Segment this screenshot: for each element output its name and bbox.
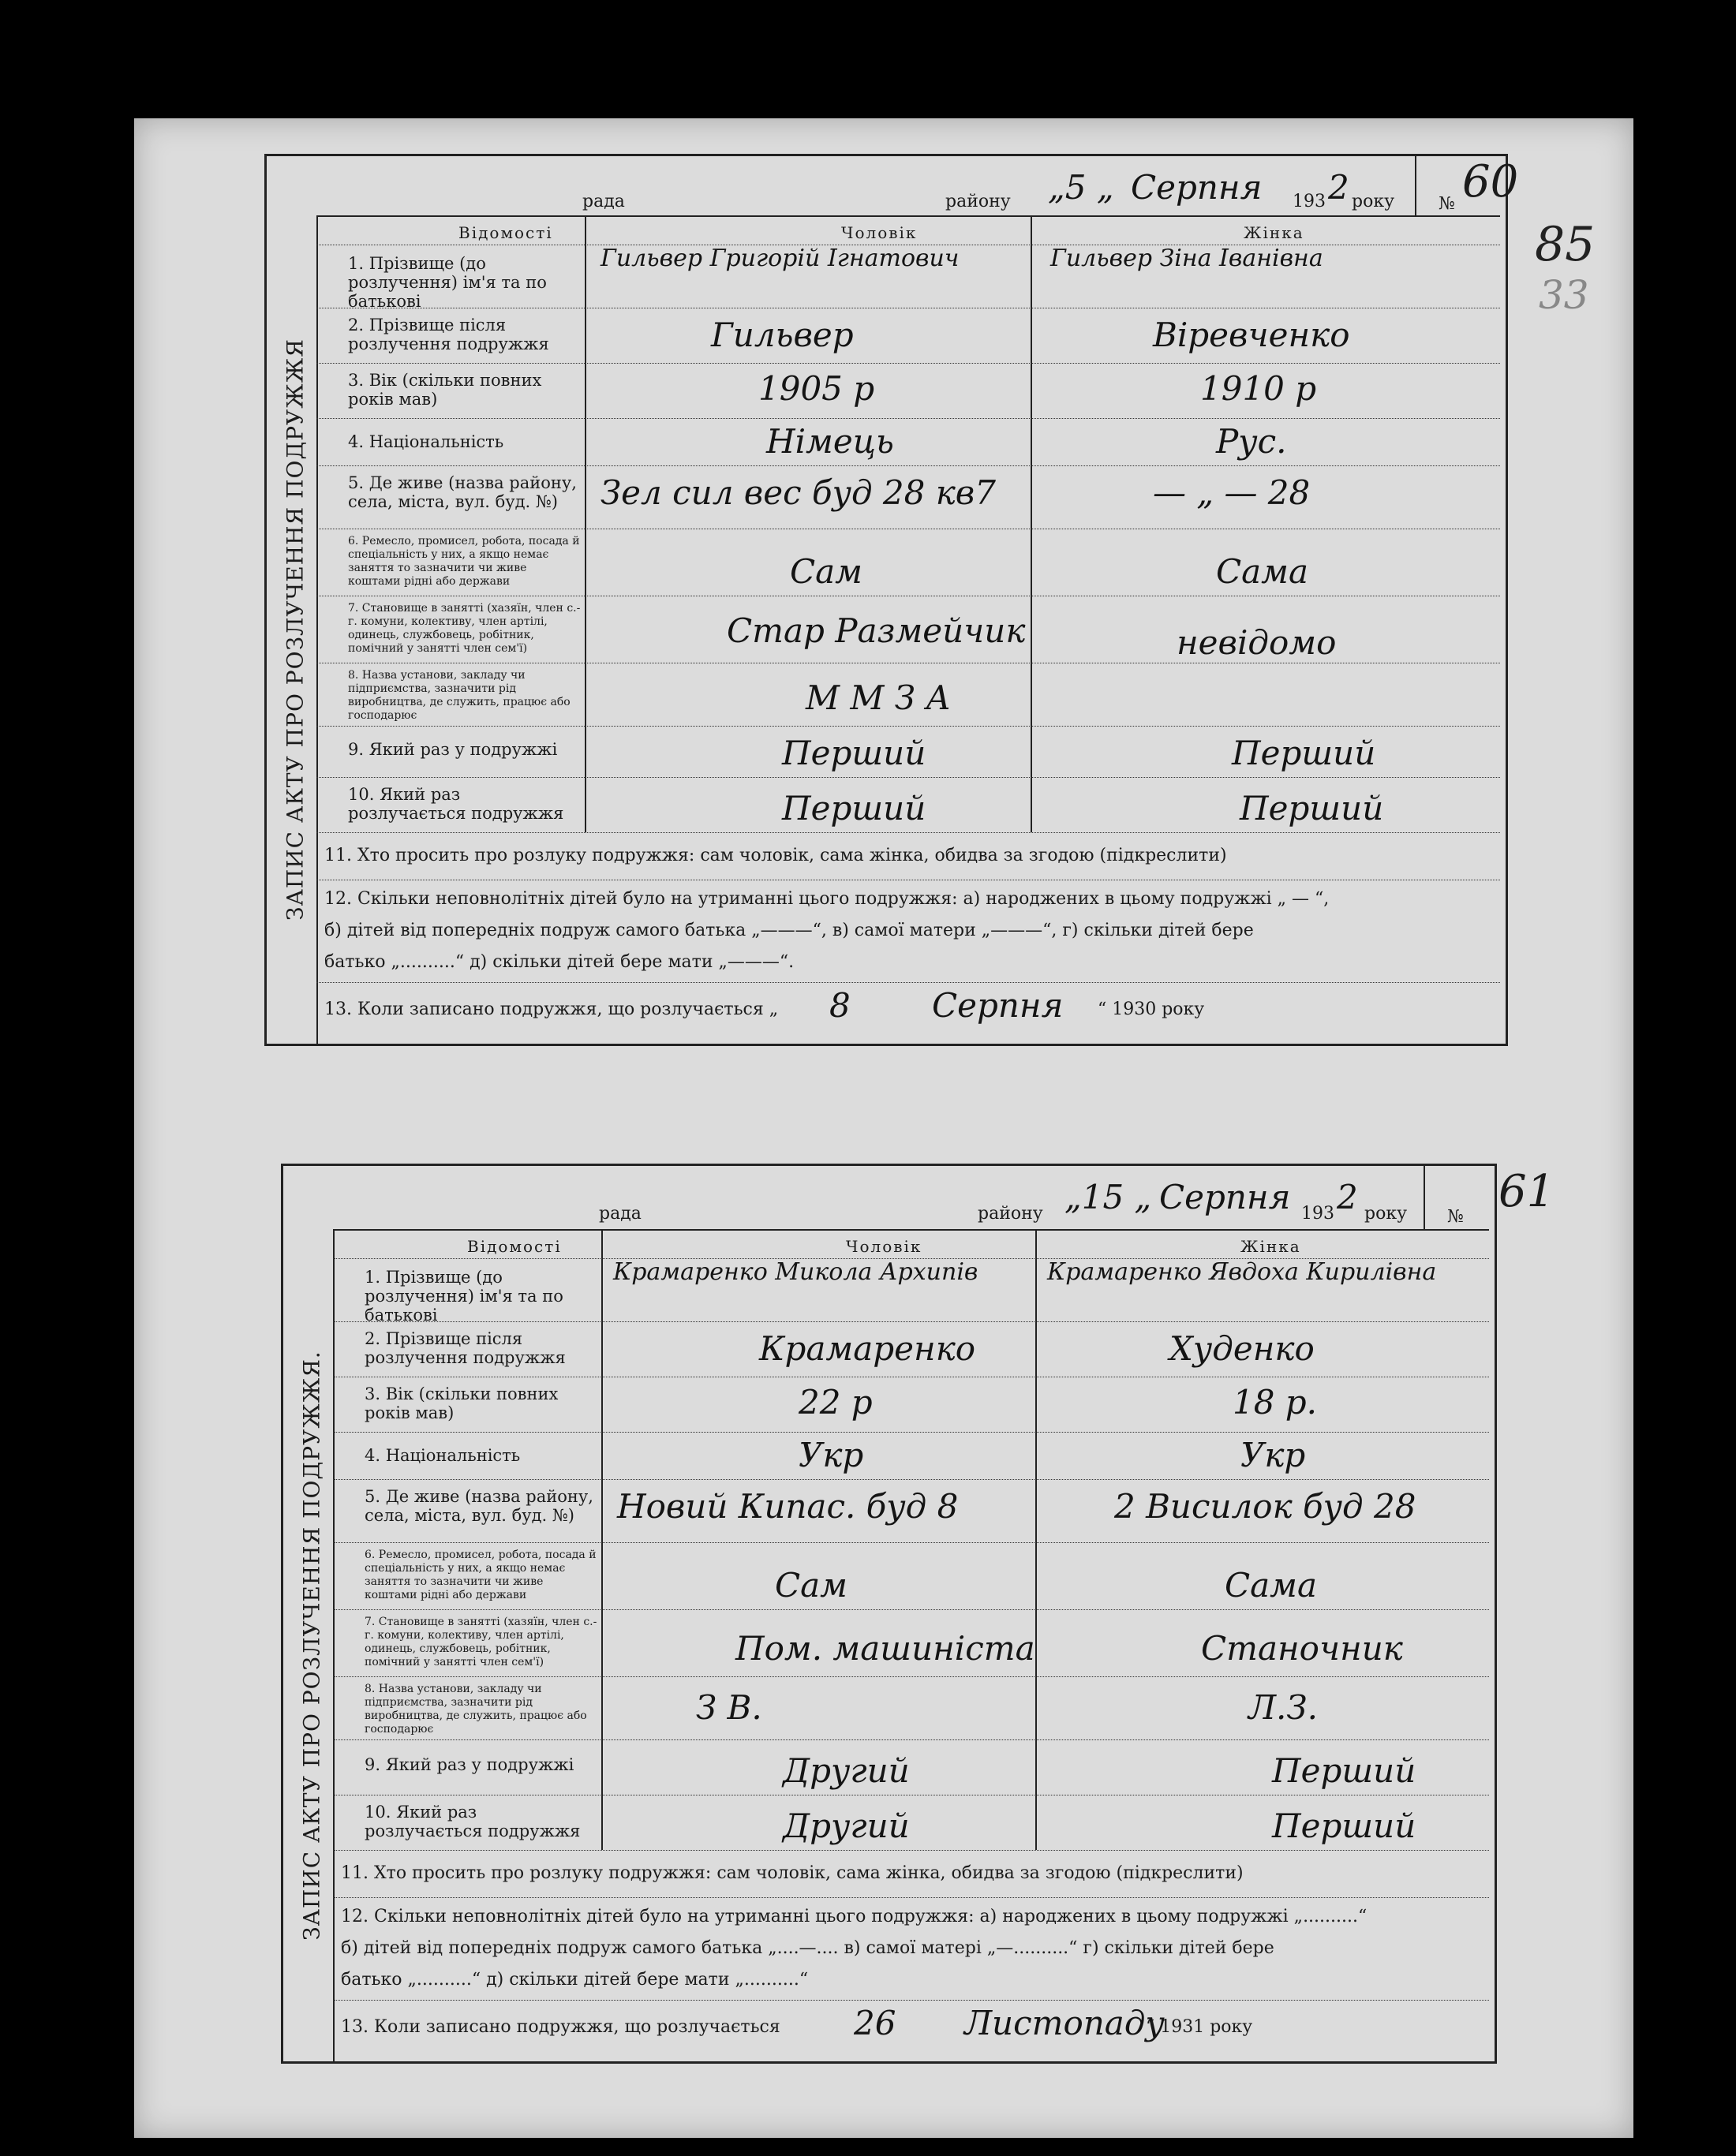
husband-value: З В. (696, 1688, 762, 1727)
row-13-day: 26 (854, 2004, 896, 2042)
row-label: 1. Прізвище (до розлучення) ім'я та по батькові (365, 1268, 563, 1325)
row-13 (316, 982, 1500, 1041)
wife-value: Гильвер Зіна Іванівна (1050, 245, 1323, 272)
table-row (316, 777, 1500, 833)
husband-value: Другий (783, 1751, 910, 1790)
husband-value: Сам (790, 552, 862, 591)
header-month: Серпня (1131, 168, 1263, 207)
row-13 (333, 2000, 1489, 2059)
row-13-day: 8 (829, 986, 851, 1025)
margin-note: 85 (1535, 217, 1596, 272)
row-12-line3: батько „..........“ д) скільки дітей бере мати „———“. (324, 952, 795, 972)
husband-value: Гильвер (711, 316, 854, 354)
side-title: ЗАПИС АКТУ ПРО РОЗЛУЧЕННЯ ПОДРУЖЖЯ (282, 338, 308, 921)
row-label: 9. Який раз у подружжі (348, 740, 558, 759)
year-digit: 2 (1328, 168, 1349, 207)
table-row (316, 465, 1500, 529)
wife-value: Рус. (1216, 422, 1287, 461)
row-label: 8. Назва установи, закладу чи підприємства, зазначити рід виробництва, де служить, працює або господарює (365, 1683, 587, 1736)
record-number: 61 (1498, 1166, 1555, 1217)
header-day: „5 „ (1048, 168, 1114, 207)
row-label: 10. Який раз розлучається подружжя (365, 1803, 581, 1840)
row-13-text: 13. Коли записано подружжя, що розлучається (341, 2017, 780, 2037)
header-day: „15 „ (1064, 1178, 1152, 1216)
row-label: 4. Національність (365, 1446, 521, 1465)
column-header-row (316, 217, 1500, 245)
wife-value: Сама (1225, 1566, 1318, 1605)
wife-value: 2 Висилок буд 28 (1114, 1487, 1416, 1526)
husband-value: Перший (782, 734, 926, 772)
header-divider (1424, 1166, 1425, 1229)
husband-value: Крамаренко (759, 1329, 976, 1368)
table-row (333, 1542, 1489, 1610)
rada-label: рада (582, 192, 625, 211)
row-13-year: “ 1931 року (1146, 2017, 1253, 2037)
husband-value: Перший (782, 789, 926, 828)
wife-value: Перший (1272, 1807, 1416, 1845)
wife-value: Сама (1216, 552, 1309, 591)
row-label: 1. Прізвище (до розлучення) ім'я та по батькові (348, 254, 547, 311)
table-row (333, 1739, 1489, 1795)
table-row (316, 529, 1500, 596)
row-label: 4. Національність (348, 432, 504, 451)
table-row (333, 1321, 1489, 1377)
husband-value: 22 р (799, 1383, 873, 1422)
husband-value: Гильвер Григорій Ігнатович (600, 245, 960, 272)
year-digit: 2 (1337, 1178, 1358, 1216)
wife-value: 18 р. (1233, 1383, 1318, 1422)
row-label: 3. Вік (скільки повних років мав) (365, 1384, 559, 1422)
table-row (333, 1258, 1489, 1325)
year-prefix: 193 (1301, 1204, 1334, 1224)
side-title-box (290, 1229, 335, 2061)
table-row (333, 1609, 1489, 1677)
row-12-line3: батько „..........“ д) скільки дітей бере мати „..........“ (341, 1970, 809, 1990)
row-11 (316, 832, 1500, 880)
row-12-line1: 12. Скільки неповнолітніх дітей було на утриманні цього подружжя: а) народжених в цьому подружжі „..........“ (341, 1907, 1367, 1926)
record-table (316, 215, 1500, 1041)
record-number: 60 (1462, 156, 1519, 207)
record-form-60 (264, 154, 1519, 1046)
wife-value: Крамаренко Явдоха Кирилівна (1047, 1258, 1437, 1286)
husband-value: Стар Размейчик (727, 611, 1026, 650)
wife-value: Перший (1232, 734, 1376, 772)
col-info-label: Відомості (458, 223, 553, 242)
husband-value: Пом. машиніста (735, 1629, 1035, 1668)
husband-value: 1905 р (758, 369, 875, 408)
row-label: 5. Де живе (назва району, села, міста, вул. буд. №) (365, 1487, 593, 1525)
margin-note-2: 33 (1539, 272, 1589, 318)
row-label: 10. Який раз розлучається подружжя (348, 785, 564, 823)
rayon-label: району (945, 192, 1011, 211)
wife-value: Перший (1272, 1751, 1416, 1790)
no-label: № (1439, 194, 1455, 214)
header-divider (1415, 156, 1416, 215)
row-12-line1: 12. Скільки неповнолітніх дітей було на утриманні цього подружжя: а) народжених в цьому подружжі „ — “, (324, 889, 1330, 909)
wife-value: 1910 р (1200, 369, 1317, 408)
wife-value: Перший (1240, 789, 1384, 828)
table-row (333, 1377, 1489, 1433)
husband-value: Зел сил вес буд 28 кв7 (600, 473, 996, 512)
husband-value: Сам (775, 1566, 847, 1605)
table-row (316, 245, 1500, 311)
row-label: 8. Назва установи, закладу чи підприємства, зазначити рід виробництва, де служить, працює або господарює (348, 669, 571, 722)
no-label: № (1447, 1207, 1464, 1227)
row-11 (333, 1850, 1489, 1898)
row-label: 7. Становище в занятті (хазяїн, член с.-г. комуни, колективу, член артілі, одинець, службовець, робітник, помічний у занятті член сем'ї) (348, 602, 581, 655)
side-title: ЗАПИС АКТУ ПРО РОЗЛУЧЕННЯ ПОДРУЖЖЯ. (298, 1350, 324, 1941)
row-label: 5. Де живе (назва району, села, міста, вул. буд. №) (348, 473, 577, 511)
husband-value: М М З А (806, 678, 952, 717)
col-info-label: Відомості (467, 1237, 562, 1256)
record-table (333, 1229, 1489, 2059)
col-wife-label: Жінка (1240, 1237, 1301, 1256)
record-form-61 (281, 1164, 1555, 2064)
table-row (316, 308, 1500, 364)
table-row (333, 1795, 1489, 1851)
row-label: 3. Вік (скільки повних років мав) (348, 371, 542, 409)
wife-value: Укр (1240, 1436, 1306, 1474)
row-label: 6. Ремесло, промисел, робота, посада й спеціальність у них, а якщо немає заняття то зазначити чи живе коштами рідні або держави (348, 535, 580, 588)
row-13-month: Серпня (932, 986, 1064, 1025)
header-month: Серпня (1159, 1178, 1291, 1216)
roku-label: року (1352, 192, 1395, 211)
roku-label: року (1364, 1204, 1408, 1224)
table-row (333, 1676, 1489, 1740)
table-row (316, 726, 1500, 778)
wife-value: — „ — 28 (1153, 473, 1311, 512)
wife-value: Станочник (1201, 1629, 1403, 1668)
table-row (316, 596, 1500, 663)
col-wife-label: Жінка (1244, 223, 1304, 242)
rada-label: рада (599, 1204, 642, 1224)
wife-value: Л.З. (1248, 1688, 1318, 1727)
year-prefix: 193 (1293, 192, 1326, 211)
row-11-text: 11. Хто просить про розлуку подружжя: сам чоловік, сама жінка, обидва за згодою (підкреслити) (324, 846, 1227, 865)
row-13-month: Листопаду (964, 2004, 1165, 2042)
wife-value: Віревченко (1153, 316, 1350, 354)
row-12-line2: б) дітей від попередніх подруж самого батька „....—.... в) самої матері „—..........“ г) скільки дітей бере (341, 1938, 1274, 1958)
row-label: 6. Ремесло, промисел, робота, посада й спеціальність у них, а якщо немає заняття то зазначити чи живе коштами рідні або держави (365, 1549, 597, 1601)
col-husband-label: Чоловік (846, 1237, 922, 1256)
rayon-label: району (978, 1204, 1043, 1224)
husband-value: Німець (766, 422, 894, 461)
husband-value: Другий (783, 1807, 910, 1845)
row-label: 2. Прізвище після розлучення подружжя (365, 1329, 566, 1367)
husband-value: Укр (799, 1436, 864, 1474)
row-label: 9. Який раз у подружжі (365, 1755, 574, 1774)
husband-value: Крамаренко Микола Архипів (613, 1258, 978, 1286)
table-row (333, 1479, 1489, 1543)
wife-value: Худенко (1169, 1329, 1315, 1368)
husband-value: Новий Кипас. буд 8 (617, 1487, 959, 1526)
row-11-text: 11. Хто просить про розлуку подружжя: сам чоловік, сама жінка, обидва за згодою (підкреслити) (341, 1863, 1244, 1883)
table-row (316, 418, 1500, 466)
row-12 (316, 880, 1500, 983)
row-label: 7. Становище в занятті (хазяїн, член с.-г. комуни, колективу, член артілі, одинець, службовець, робітник, помічний у занятті член сем'ї) (365, 1616, 597, 1668)
col-husband-label: Чоловік (841, 223, 918, 242)
wife-value: невідомо (1177, 623, 1337, 662)
row-13-year: “ 1930 року (1098, 1000, 1205, 1019)
column-header-row (333, 1231, 1489, 1259)
table-row (316, 663, 1500, 727)
row-13-text: 13. Коли записано подружжя, що розлучається „ (324, 1000, 779, 1019)
table-row (316, 363, 1500, 419)
row-12-line2: б) дітей від попередніх подруж самого батька „———“, в) самої матери „———“, г) скільки дітей бере (324, 921, 1254, 940)
table-row (333, 1432, 1489, 1480)
side-title-box (273, 215, 318, 1044)
row-label: 2. Прізвище після розлучення подружжя (348, 316, 549, 353)
row-12 (333, 1897, 1489, 2001)
